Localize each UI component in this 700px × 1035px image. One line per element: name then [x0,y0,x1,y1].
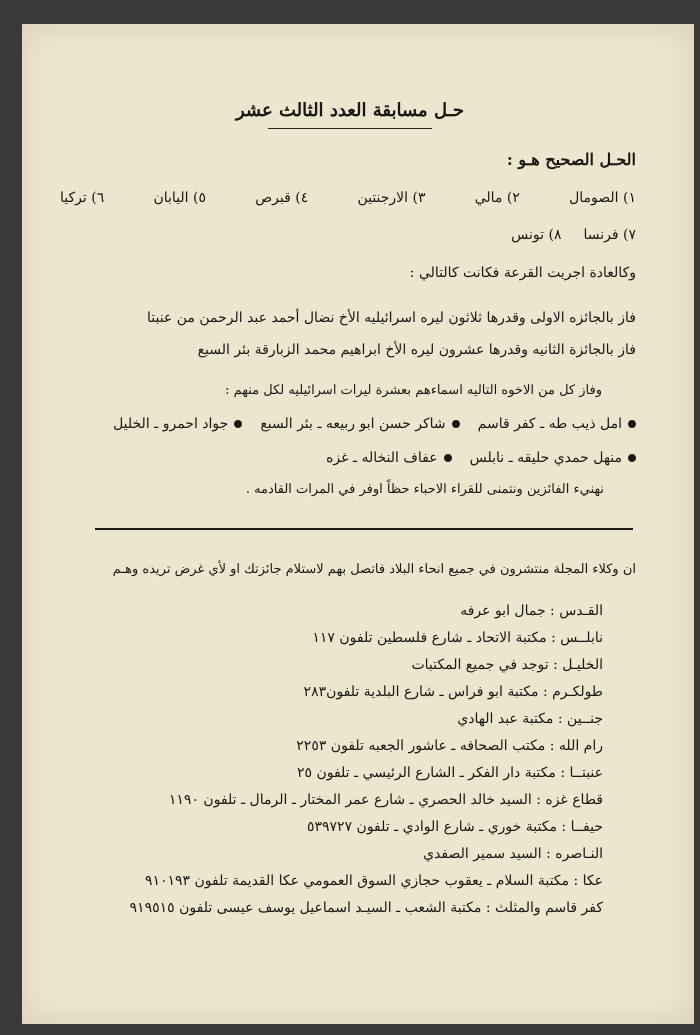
winner-item: جواد احمرو ـ الخليل [113,416,242,432]
answers-line-1 [60,190,636,206]
bullet-icon [452,420,460,428]
winners-row-1 [113,416,636,432]
second-prize: فاز بالجائزة الثانيه وقدرها عشرون ليره الأخ ابراهيم محمد الزبارقة بئر السبع [197,342,636,358]
agent-line: حيفــا : مكتبة خوري ـ شارع الوادي ـ تلفون ٥٣٩٧٢٧ [306,819,603,835]
title-underline [268,128,432,129]
agent-line: كفر قاسم والمثلث : مكتبة الشعب ـ السيـد اسماعيل يوسف عيسى تلفون ٩١٩٥١٥ [129,900,603,916]
winner-item: شاكر حسن ابو ربيعه ـ بئر السبع [260,416,459,432]
answer-5: ٥) اليابان [153,190,207,206]
winner-item: امل ذيب طه ـ كفر قاسم [478,416,636,432]
agent-line: الخليـل : توجد في جميع المكتبات [411,657,603,673]
answer-4: ٤) قبرص [255,190,309,206]
answer-1: ١) الصومال [569,190,636,206]
agent-line: النـاصره : السيد سمير الصفدي [423,846,603,862]
bullet-icon [628,420,636,428]
answer-heading: الحـل الصحيح هـو : [506,150,636,169]
answer-6: ٦) تركيا [60,190,105,206]
agent-line: عكا : مكتبة السلام ـ يعقوب حجازي السوق العمومي عكا القديمة تلفون ٩١٠١٩٣ [144,873,603,889]
answer-8: ٨) تونس [511,227,562,243]
agent-line: القـدس : جمال ابو عرفه [460,603,603,619]
winner-item: منهل حمدي حليقه ـ نابلس [470,450,636,466]
page-title: حـل مسابقة العدد الثالث عشر [236,100,464,121]
answer-7: ٧) فرنسا [583,227,636,243]
draw-intro: وكالعادة اجريت القرعة فكانت كالتالي : [409,265,636,281]
agent-line: جنــين : مكتبة عبد الهادي [457,711,603,727]
bullet-icon [628,454,636,462]
agent-line: طولكـرم : مكتبة ابو فراس ـ شارع البلدية تلفون٢٨٣ [303,684,603,700]
answer-3: ٣) الارجنتين [357,190,426,206]
winner-item: عفاف النخاله ـ غزه [326,450,452,466]
answer-2: ٢) مالي [474,190,520,206]
bullet-icon [444,454,452,462]
first-prize: فاز بالجائزه الاولى وقدرها ثلاثون ليره اسرائيليه الأخ نضال أحمد عبد الرحمن من عنبتا [146,310,636,326]
agent-line: رام الله : مكتب الصحافه ـ عاشور الجعبه تلفون ٢٢٥٣ [296,738,603,754]
winners-row-2 [326,450,636,466]
answers-line-2 [60,227,636,243]
section-divider [95,528,633,530]
agents-intro: ان وكلاء المجلة منتشرون في جميع انحاء البلاد فاتصل بهم لاستلام جائزتك او لأي غرض تريده وهـم [112,562,636,577]
agent-line: عنبتــا : مكتبة دار الفكر ـ الشارع الرئيسي ـ تلفون ٢٥ [296,765,603,781]
bullet-icon [234,420,242,428]
congrats-text: نهنيء الفائزين ونتمنى للقراء الاحباء حظاً اوفر في المرات القادمه . [245,482,604,497]
winners-intro: وفاز كل من الاخوه التاليه اسماءهم بعشرة ليرات اسرائيليه لكل منهم : [225,383,602,398]
agent-line: قطاع غزه : السيد خالد الحصري ـ شارع عمر المختار ـ الرمال ـ تلفون ١١٩٠ [168,792,603,808]
agent-line: نابلــس : مكتبة الاتحاد ـ شارع فلسطين تلفون ١١٧ [312,630,603,646]
